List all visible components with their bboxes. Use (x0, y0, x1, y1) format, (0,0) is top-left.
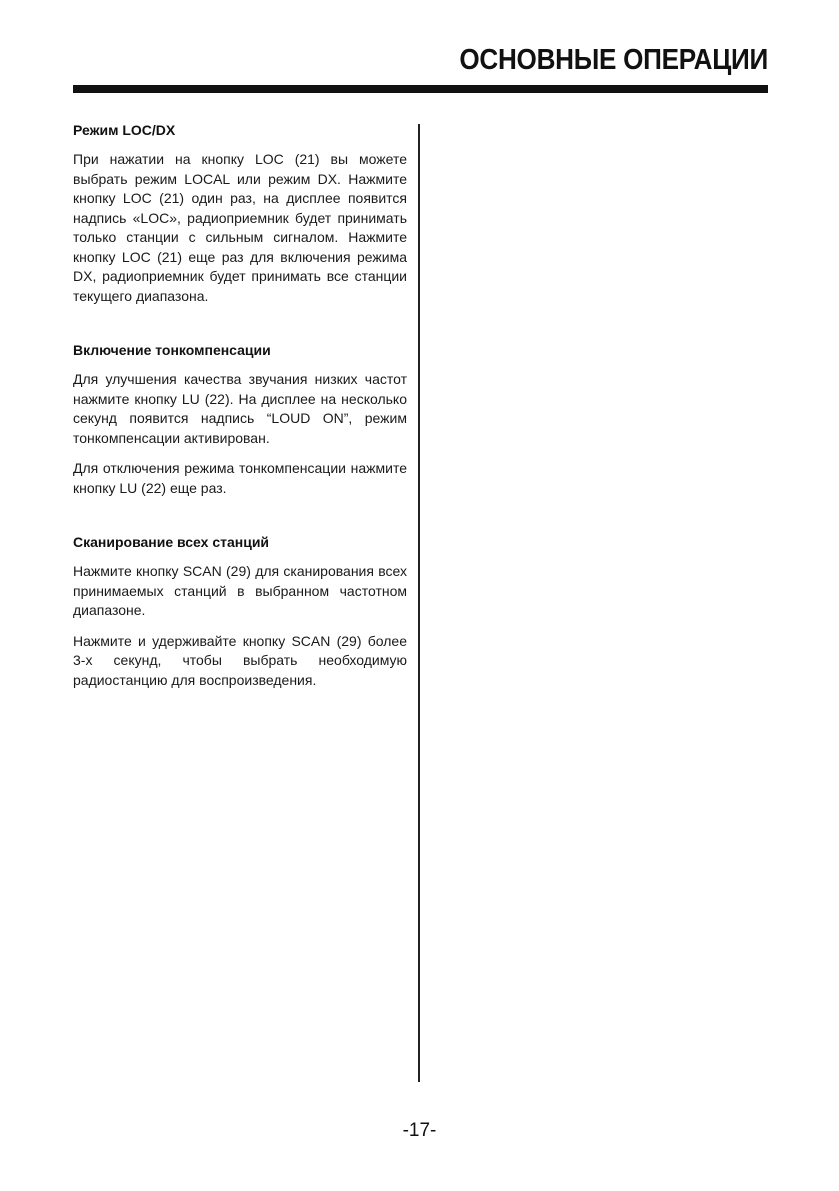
header-rule (73, 85, 768, 93)
paragraph-scan-hold: Нажмите и удерживайте кнопку SCAN (29) более 3-х секунд, чтобы выбрать необходимую радиостанцию для воспроизведения. (73, 632, 407, 688)
page-title: ОСНОВНЫЕ ОПЕРАЦИИ (459, 44, 768, 76)
section-scan (73, 532, 407, 690)
page-number: -17- (402, 1120, 437, 1141)
column-divider (418, 124, 420, 1082)
section-title-loudness: Включение тонкомпенсации (73, 342, 271, 358)
section-loudness (73, 340, 407, 498)
paragraph-loudness-off: Для отключения режима тонкомпенсации нажмите кнопку LU (22) еще раз. (73, 460, 407, 496)
paragraph-loc-dx: При нажатии на кнопку LOC (21) вы можете выбрать режим LOCAL или режим DX. Нажмите кнопку LOC (21) один раз, на дисплее появится надпись «LOC», радиоприемник будет принимать только станции с сильным сигналом. Нажмите кнопку LOC (21) еще раз для включения режима DX, радиоприемник будет принимать все станции текущего диапазона. (73, 151, 407, 304)
section-title-scan: Сканирование всех станций (73, 534, 270, 550)
left-column (73, 120, 407, 701)
section-loc-dx (73, 120, 407, 306)
paragraph-loudness-on: Для улучшения качества звучания низких частот нажмите кнопку LU (22). На дисплее на несколько секунд появится надпись “LOUD ON”, режим тонкомпенсации активирован. (73, 371, 407, 446)
section-title-loc-dx: Режим LOC/DX (73, 122, 176, 138)
paragraph-scan: Нажмите кнопку SCAN (29) для сканирования всех принимаемых станций в выбранном частотном диапазоне. (73, 563, 407, 618)
